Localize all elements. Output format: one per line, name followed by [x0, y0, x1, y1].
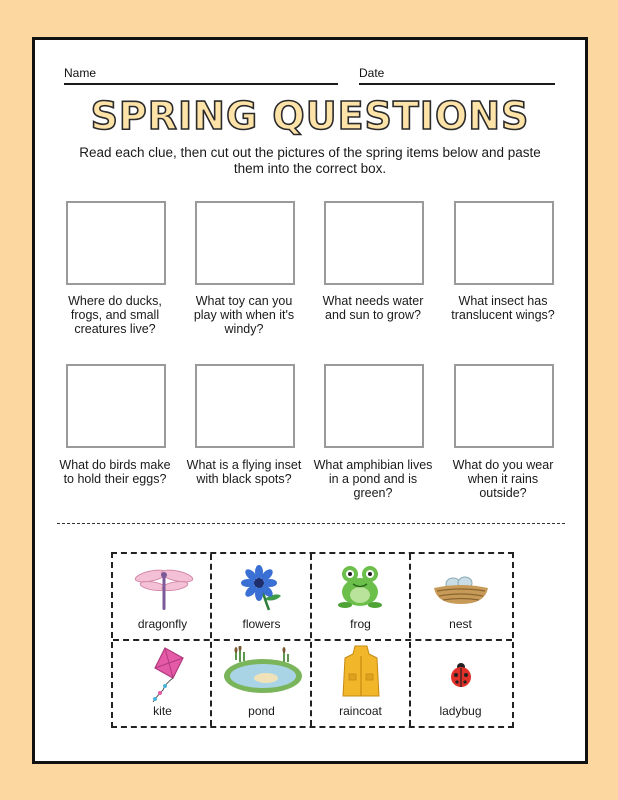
cutout-label: flowers: [242, 617, 281, 631]
answer-box-7[interactable]: [324, 364, 424, 448]
worksheet: [32, 37, 588, 764]
cutout-flowers[interactable]: [212, 554, 311, 640]
cutout-label: ladybug: [439, 704, 482, 718]
question-8: What do you wear when it rains outside?: [452, 458, 554, 500]
question-7: What amphibian lives in a pond and is green?: [313, 458, 433, 500]
name-field: [64, 66, 96, 80]
cutout-grid: [111, 552, 514, 728]
cutout-label: frog: [350, 617, 371, 631]
date-line[interactable]: [359, 83, 555, 85]
cutout-kite[interactable]: [113, 640, 212, 726]
question-6: What is a flying inset with black spots?: [186, 458, 302, 486]
cut-line: [57, 523, 565, 524]
page-title: SPRING QUESTIONS: [90, 94, 530, 138]
name-line[interactable]: [64, 83, 338, 85]
cutout-label: raincoat: [339, 704, 382, 718]
date-field: [359, 66, 384, 80]
answer-box-6[interactable]: [195, 364, 295, 448]
dragonfly-icon: [129, 564, 199, 614]
cutout-raincoat[interactable]: [311, 640, 410, 726]
answer-box-4[interactable]: [454, 201, 554, 285]
cutout-frog[interactable]: [311, 554, 410, 640]
pond-icon: [222, 646, 304, 696]
question-5: What do birds make to hold their eggs?: [59, 458, 171, 486]
cutout-nest[interactable]: [411, 554, 510, 640]
question-3: What needs water and sun to grow?: [322, 294, 424, 322]
answer-box-5[interactable]: [66, 364, 166, 448]
instructions: Read each clue, then cut out the pictures of the spring items below and paste them into the correct box.: [79, 145, 541, 176]
date-label: Date: [359, 66, 385, 80]
answer-box-1[interactable]: [66, 201, 166, 285]
ladybug-icon: [449, 662, 473, 688]
cutout-dragonfly[interactable]: [113, 554, 212, 640]
cutout-pond[interactable]: [212, 640, 311, 726]
cutout-label: kite: [153, 704, 172, 718]
cutout-label: dragonfly: [137, 617, 188, 631]
answer-box-8[interactable]: [454, 364, 554, 448]
answer-box-2[interactable]: [195, 201, 295, 285]
question-4: What insect has translucent wings?: [451, 294, 555, 322]
frog-icon: [337, 562, 383, 610]
nest-icon: [431, 572, 491, 606]
cutout-label: pond: [248, 704, 275, 718]
cutout-ladybug[interactable]: [411, 640, 510, 726]
answer-box-3[interactable]: [324, 201, 424, 285]
flower-icon: [239, 564, 285, 612]
name-label: Name: [64, 66, 97, 80]
question-2: What toy can you play with when it's windy?: [193, 294, 295, 336]
kite-icon: [143, 646, 189, 706]
question-1: Where do ducks, frogs, and small creatures live?: [68, 294, 162, 336]
raincoat-icon: [341, 644, 381, 702]
cutout-label: nest: [449, 617, 472, 631]
